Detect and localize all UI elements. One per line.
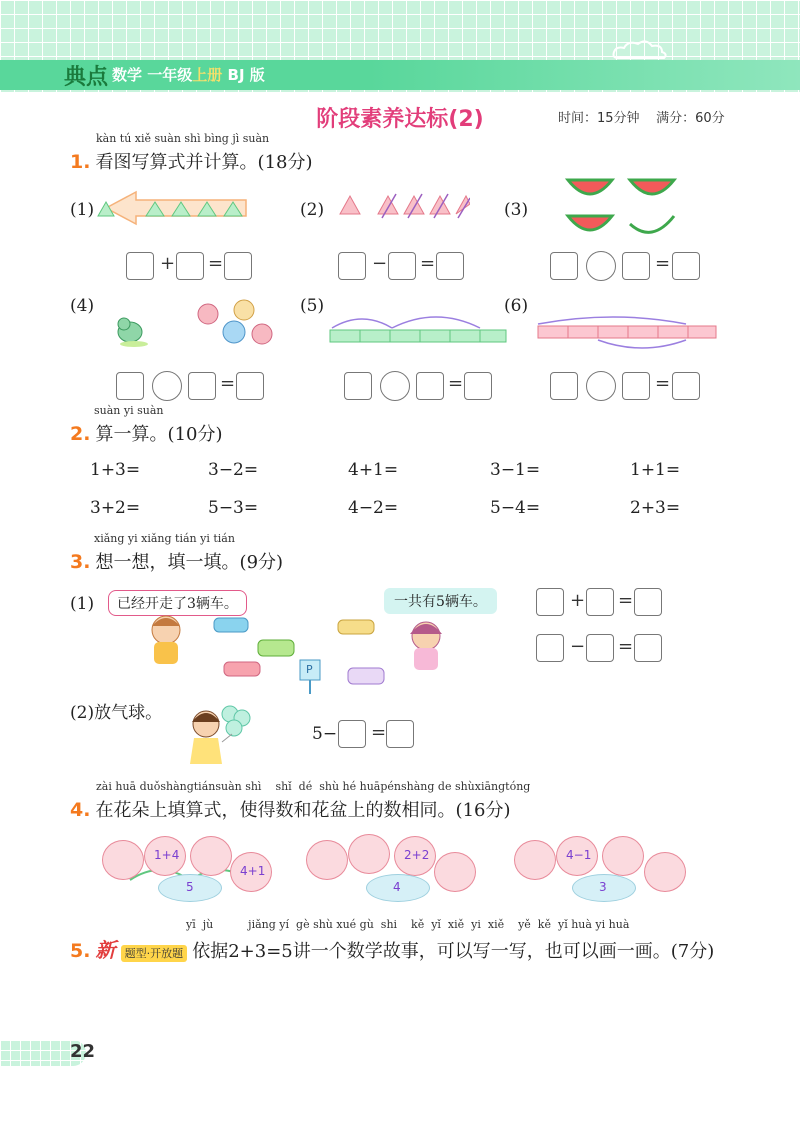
- answer-box[interactable]: [586, 588, 614, 616]
- answer-box[interactable]: [126, 252, 154, 280]
- flower-blank[interactable]: [102, 840, 144, 880]
- answer-box[interactable]: [622, 372, 650, 400]
- q3-number: 3.: [70, 551, 91, 573]
- watermelon-image: [562, 174, 682, 242]
- q4-number: 4.: [70, 799, 91, 821]
- flower-expression: 4−1: [566, 848, 592, 862]
- answer-box[interactable]: [188, 372, 216, 400]
- problem: 1+3=: [90, 460, 141, 480]
- subject-line: [112, 64, 265, 85]
- triangles-arrow-image: [96, 188, 252, 228]
- answer-box[interactable]: [344, 372, 372, 400]
- problem: 2+3=: [630, 498, 681, 518]
- answer-box[interactable]: [236, 372, 264, 400]
- answer-box[interactable]: [224, 252, 252, 280]
- logo: 典点: [64, 65, 109, 90]
- answer-box[interactable]: [550, 252, 578, 280]
- q1-label-5: (5): [300, 296, 325, 316]
- problem: 1+1=: [630, 460, 681, 480]
- answer-box[interactable]: [436, 252, 464, 280]
- q5-text: 依据2+3=5讲一个数学故事，可以写一写，也可以画一画。(7分): [192, 941, 715, 962]
- flower-expression: 1+4: [154, 848, 180, 862]
- answer-box[interactable]: [338, 252, 366, 280]
- cars-scene-image: [148, 612, 498, 694]
- flower-blank[interactable]: [434, 852, 476, 892]
- plus-sign: +: [570, 590, 586, 611]
- answer-box[interactable]: [634, 634, 662, 662]
- volume-text: 上册: [192, 66, 223, 84]
- flower-blank[interactable]: [306, 840, 348, 880]
- equals-sign: =: [220, 373, 236, 394]
- answer-box[interactable]: [586, 634, 614, 662]
- plus-sign: +: [160, 253, 176, 274]
- new-tag: 新: [95, 938, 116, 962]
- time-limit: 时间：15分钟: [558, 111, 640, 126]
- q3-lead: 5−: [312, 724, 338, 744]
- flower-blank[interactable]: [348, 834, 390, 874]
- number-line-pink: [534, 314, 720, 354]
- subject-text: 数学: [112, 66, 143, 84]
- q2-text: 算一算。(10分): [95, 424, 223, 445]
- speech-bubble: 已经开走了3辆车。: [108, 590, 247, 616]
- equals-sign: =: [618, 590, 634, 611]
- operator-circle[interactable]: [152, 371, 182, 401]
- question-type-tag: 题型·开放题: [121, 945, 188, 962]
- q2-heading: [70, 420, 223, 446]
- operator-circle[interactable]: [586, 371, 616, 401]
- q3-text: 想一想，填一填。(9分): [95, 552, 284, 573]
- flower-blank[interactable]: [644, 852, 686, 892]
- flower-blank[interactable]: [514, 840, 556, 880]
- problem: 4+1=: [348, 460, 399, 480]
- equals-sign: =: [448, 373, 464, 394]
- answer-box[interactable]: [672, 252, 700, 280]
- flower-expression: 2+2: [404, 848, 430, 862]
- q1-label-2: (2): [300, 200, 325, 220]
- q1-label-6: (6): [504, 296, 529, 316]
- cloud-icon: [610, 38, 670, 62]
- page-title: 阶段素养达标(2): [316, 107, 484, 132]
- q3-label-1: (1): [70, 594, 95, 614]
- q1-label-1: (1): [70, 200, 95, 220]
- minus-sign: −: [372, 253, 388, 274]
- equals-sign: =: [618, 636, 634, 657]
- q2-pinyin: suàn yi suàn: [94, 404, 164, 417]
- girl-balloons-image: [186, 702, 256, 770]
- edition-text: BJ 版: [227, 66, 265, 84]
- q1-heading: [70, 148, 313, 174]
- flower-expression: 4+1: [240, 864, 266, 878]
- q5-number: 5.: [70, 940, 91, 962]
- problem: 5−3=: [208, 498, 259, 518]
- answer-box[interactable]: [550, 372, 578, 400]
- q4-heading: [70, 796, 511, 822]
- answer-box[interactable]: [622, 252, 650, 280]
- equals-sign: =: [420, 253, 436, 274]
- exam-meta: [558, 107, 725, 126]
- minus-sign: −: [570, 636, 586, 657]
- grade-text: 一年级: [147, 66, 193, 84]
- answer-box[interactable]: [536, 588, 564, 616]
- q1-pinyin: kàn tú xiě suàn shì bìng jì suàn: [96, 132, 270, 145]
- problem: 5−4=: [490, 498, 541, 518]
- answer-box[interactable]: [388, 252, 416, 280]
- speech-bubble: 一共有5辆车。: [384, 588, 497, 614]
- operator-circle[interactable]: [586, 251, 616, 281]
- answer-box[interactable]: [116, 372, 144, 400]
- q1-text: 看图写算式并计算。(18分): [95, 152, 313, 173]
- q2-number: 2.: [70, 423, 91, 445]
- number-line-green: [326, 310, 510, 346]
- answer-box[interactable]: [338, 720, 366, 748]
- pot-number: 5: [186, 880, 194, 894]
- crossed-triangles-image: [338, 192, 470, 222]
- answer-box[interactable]: [386, 720, 414, 748]
- q5-pinyin: yī jù jiǎng yí gè shù xué gù shi kě yǐ xiě yi xiě yě kě yǐ huà yi huà: [186, 918, 630, 931]
- problem: 3−2=: [208, 460, 259, 480]
- problem: 3−1=: [490, 460, 541, 480]
- operator-circle[interactable]: [380, 371, 410, 401]
- q3-label-2: (2)放气球。: [70, 703, 163, 723]
- q1-label-4: (4): [70, 296, 95, 316]
- q3-heading: [70, 548, 283, 574]
- problem: 3+2=: [90, 498, 141, 518]
- answer-box[interactable]: [464, 372, 492, 400]
- equals-sign: =: [655, 253, 671, 274]
- equals-sign: =: [655, 373, 671, 394]
- q4-pinyin: zài huā duǒshàngtiánsuàn shì shǐ dé shù hé huāpénshàng de shùxiāngtóng: [96, 780, 531, 793]
- flower-blank[interactable]: [190, 836, 232, 876]
- answer-box[interactable]: [536, 634, 564, 662]
- q1-number: 1.: [70, 151, 91, 173]
- q3-pinyin: xiǎng yi xiǎng tián yi tián: [94, 532, 235, 545]
- answer-box[interactable]: [634, 588, 662, 616]
- birds-image: [112, 296, 284, 354]
- q4-text: 在花朵上填算式，使得数和花盆上的数相同。(16分): [95, 800, 511, 821]
- q5-heading: [70, 934, 714, 963]
- q1-label-3: (3): [504, 200, 529, 220]
- flower-blank[interactable]: [602, 836, 644, 876]
- equals-sign: =: [208, 253, 224, 274]
- problem: 4−2=: [348, 498, 399, 518]
- pot-number: 4: [393, 880, 401, 894]
- answer-box[interactable]: [672, 372, 700, 400]
- parking-sign: P: [306, 663, 313, 676]
- pot-number: 3: [599, 880, 607, 894]
- answer-box[interactable]: [416, 372, 444, 400]
- page-number: 22: [70, 1041, 96, 1062]
- full-score: 满分：60分: [656, 111, 725, 126]
- answer-box[interactable]: [176, 252, 204, 280]
- equals-sign: =: [371, 722, 387, 743]
